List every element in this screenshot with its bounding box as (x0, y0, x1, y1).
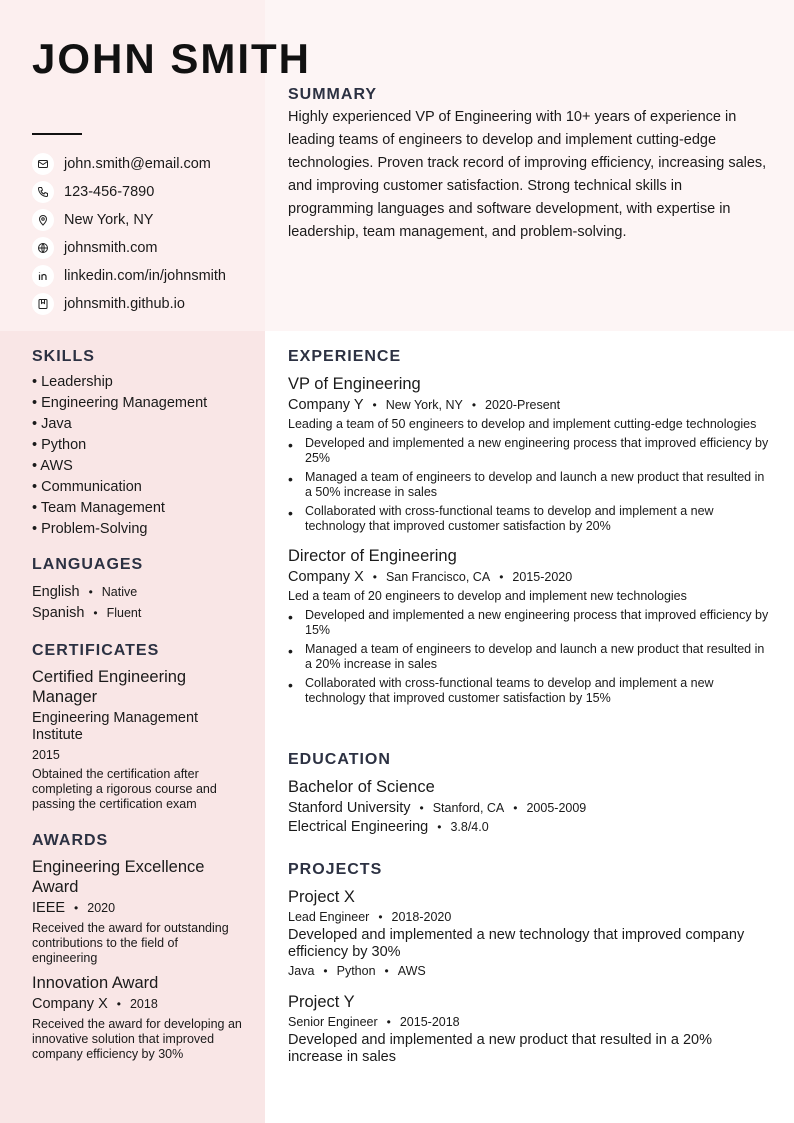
skills-title: SKILLS (32, 348, 95, 365)
contact-linkedin-text: linkedin.com/in/johnsmith (64, 268, 226, 284)
separator-dot: • (419, 801, 424, 815)
education-section (288, 751, 770, 835)
summary-text: Highly experienced VP of Engineering with 10+ years of experience in leading teams of engineers to develop and implement cutting-edge technologies. Proven track record of improving efficiency, increasing sales, and improving customer satisfaction. Strong technical skills in programming languages and software development, with expertise in leadership, team management, and problem-solving. (288, 109, 767, 240)
job-location: San Francisco, CA (385, 570, 491, 584)
separator-dot: • (74, 901, 79, 915)
job-item (288, 546, 770, 706)
awards-title: AWARDS (32, 832, 109, 849)
project-item (288, 992, 770, 1066)
skill-item: • Python (32, 437, 87, 453)
contact-location (32, 206, 226, 234)
project-meta (288, 1015, 770, 1029)
project-role: Lead Engineer (288, 910, 370, 924)
certificate-item (32, 667, 242, 812)
job-desc: Led a team of 20 engineers to develop and implement new technologies (288, 589, 687, 603)
job-bullets (288, 436, 770, 534)
certificate-org: Engineering Management Institute (32, 710, 199, 743)
contact-github[interactable] (32, 290, 226, 318)
job-role: VP of Engineering (288, 375, 421, 393)
projects-title: PROJECTS (288, 861, 383, 878)
tech-item: AWS (397, 964, 426, 978)
skill-item: • Engineering Management (32, 395, 208, 411)
separator-dot: • (116, 997, 121, 1011)
major: Electrical Engineering (288, 819, 429, 835)
job-bullet: • Managed a team of engineers to develop and launch a new product that resulted in a 20% increase in sales (288, 642, 770, 672)
mail-icon (32, 153, 54, 175)
project-name: Project X (288, 888, 355, 906)
job-bullet: • Collaborated with cross-functional teams to develop and implement a new technology that improved customer satisfaction by 20% (288, 504, 770, 534)
job-dates: 2015-2020 (512, 570, 573, 584)
job-bullet: • Developed and implemented a new engineering process that improved efficiency by 25% (288, 436, 770, 466)
skill-item: • Team Management (32, 500, 165, 516)
award-year: 2020 (87, 901, 116, 915)
job-location: New York, NY (385, 398, 463, 412)
job-desc: Leading a team of 50 engineers to develop and implement cutting-edge technologies (288, 417, 757, 431)
certificates-section (32, 642, 242, 812)
degree: Bachelor of Science (288, 778, 435, 796)
globe-icon (32, 237, 54, 259)
separator-dot: • (378, 910, 383, 924)
award-desc: Received the award for developing an innovative solution that improved company efficiency by 30% (32, 1017, 242, 1061)
separator-dot: • (386, 1015, 391, 1029)
contact-list (32, 150, 226, 318)
school: Stanford University (288, 800, 411, 816)
project-desc: Developed and implemented a new product that resulted in a 20% increase in sales (288, 1032, 712, 1065)
skill-item: • AWS (32, 458, 73, 474)
award-name: Engineering Excellence Award (32, 858, 205, 896)
summary-title: SUMMARY (288, 86, 378, 103)
project-dates: 2015-2018 (399, 1015, 460, 1029)
separator-dot: • (513, 801, 518, 815)
project-desc: Developed and implemented a new technology that improved company efficiency by 30% (288, 927, 745, 960)
experience-section (288, 348, 770, 718)
project-meta (288, 910, 770, 924)
job-company: Company X (288, 569, 364, 585)
separator-dot: • (88, 585, 93, 599)
location-pin-icon (32, 209, 54, 231)
contact-location-text: New York, NY (64, 212, 154, 228)
projects-section (288, 861, 770, 1080)
job-dates: 2020-Present (485, 398, 561, 412)
github-icon (32, 293, 54, 315)
language-name: Spanish (32, 605, 85, 621)
education-meta (288, 800, 770, 816)
phone-icon (32, 181, 54, 203)
summary-section (288, 86, 768, 244)
award-org: Company X (32, 996, 108, 1012)
education-dates: 2005-2009 (526, 801, 587, 815)
contact-github-text: johnsmith.github.io (64, 296, 185, 312)
certificates-title: CERTIFICATES (32, 642, 160, 659)
job-meta (288, 397, 770, 413)
tech-item: Python (336, 964, 376, 978)
separator-dot: • (471, 398, 477, 412)
education-major-row (288, 819, 770, 835)
separator-dot: • (372, 570, 377, 584)
skill-item: • Java (32, 416, 72, 432)
award-item (32, 973, 242, 1062)
education-title: EDUCATION (288, 751, 391, 768)
language-level: Fluent (106, 606, 142, 620)
contact-phone[interactable] (32, 178, 226, 206)
school-location: Stanford, CA (432, 801, 505, 815)
contact-website[interactable] (32, 234, 226, 262)
contact-linkedin[interactable] (32, 262, 226, 290)
skills-section (32, 348, 242, 540)
award-name: Innovation Award (32, 974, 159, 992)
name-underline (32, 133, 82, 135)
award-year: 2018 (129, 997, 158, 1011)
contact-website-text: johnsmith.com (64, 240, 158, 256)
experience-title: EXPERIENCE (288, 348, 402, 365)
certificate-name: Certified Engineering Manager (32, 668, 187, 706)
separator-dot: • (499, 570, 504, 584)
project-dates: 2018-2020 (391, 910, 452, 924)
job-bullet: • Developed and implemented a new engineering process that improved efficiency by 15% (288, 608, 770, 638)
contact-email[interactable] (32, 150, 226, 178)
job-company: Company Y (288, 397, 364, 413)
skill-item: • Communication (32, 479, 142, 495)
award-meta (32, 900, 242, 916)
language-item (32, 603, 242, 624)
language-name: English (32, 584, 80, 600)
job-role: Director of Engineering (288, 547, 457, 565)
linkedin-icon (32, 265, 54, 287)
candidate-name: JOHN SMITH (32, 35, 312, 82)
tech-item: Java (288, 964, 315, 978)
separator-dot: • (384, 964, 389, 978)
award-meta (32, 996, 242, 1012)
award-item (32, 857, 242, 966)
project-name: Project Y (288, 993, 355, 1011)
job-bullet: • Collaborated with cross-functional teams to develop and implement a new technology that improved customer satisfaction by 15% (288, 676, 770, 706)
job-item (288, 374, 770, 534)
project-item (288, 887, 770, 978)
contact-email-text: john.smith@email.com (64, 156, 211, 172)
language-item (32, 582, 242, 603)
awards-section (32, 832, 242, 1066)
languages-section (32, 556, 242, 624)
job-bullets (288, 608, 770, 706)
certificate-desc: Obtained the certification after completing a rigorous course and passing the certification exam (32, 767, 217, 811)
separator-dot: • (372, 398, 377, 412)
separator-dot: • (93, 606, 98, 620)
language-level: Native (101, 585, 138, 599)
award-org: IEEE (32, 900, 66, 916)
project-role: Senior Engineer (288, 1015, 378, 1029)
separator-dot: • (437, 820, 442, 834)
contact-phone-text: 123-456-7890 (64, 184, 155, 200)
skill-item: • Problem-Solving (32, 521, 148, 537)
certificate-year: 2015 (32, 748, 60, 762)
gpa: 3.8/4.0 (450, 820, 489, 834)
job-meta (288, 569, 770, 585)
separator-dot: • (323, 964, 328, 978)
languages-title: LANGUAGES (32, 556, 144, 573)
skill-item: • Leadership (32, 374, 113, 390)
project-tech (288, 964, 770, 978)
award-desc: Received the award for outstanding contributions to the field of engineering (32, 921, 229, 965)
job-bullet: • Managed a team of engineers to develop and launch a new product that resulted in a 50% increase in sales (288, 470, 770, 500)
